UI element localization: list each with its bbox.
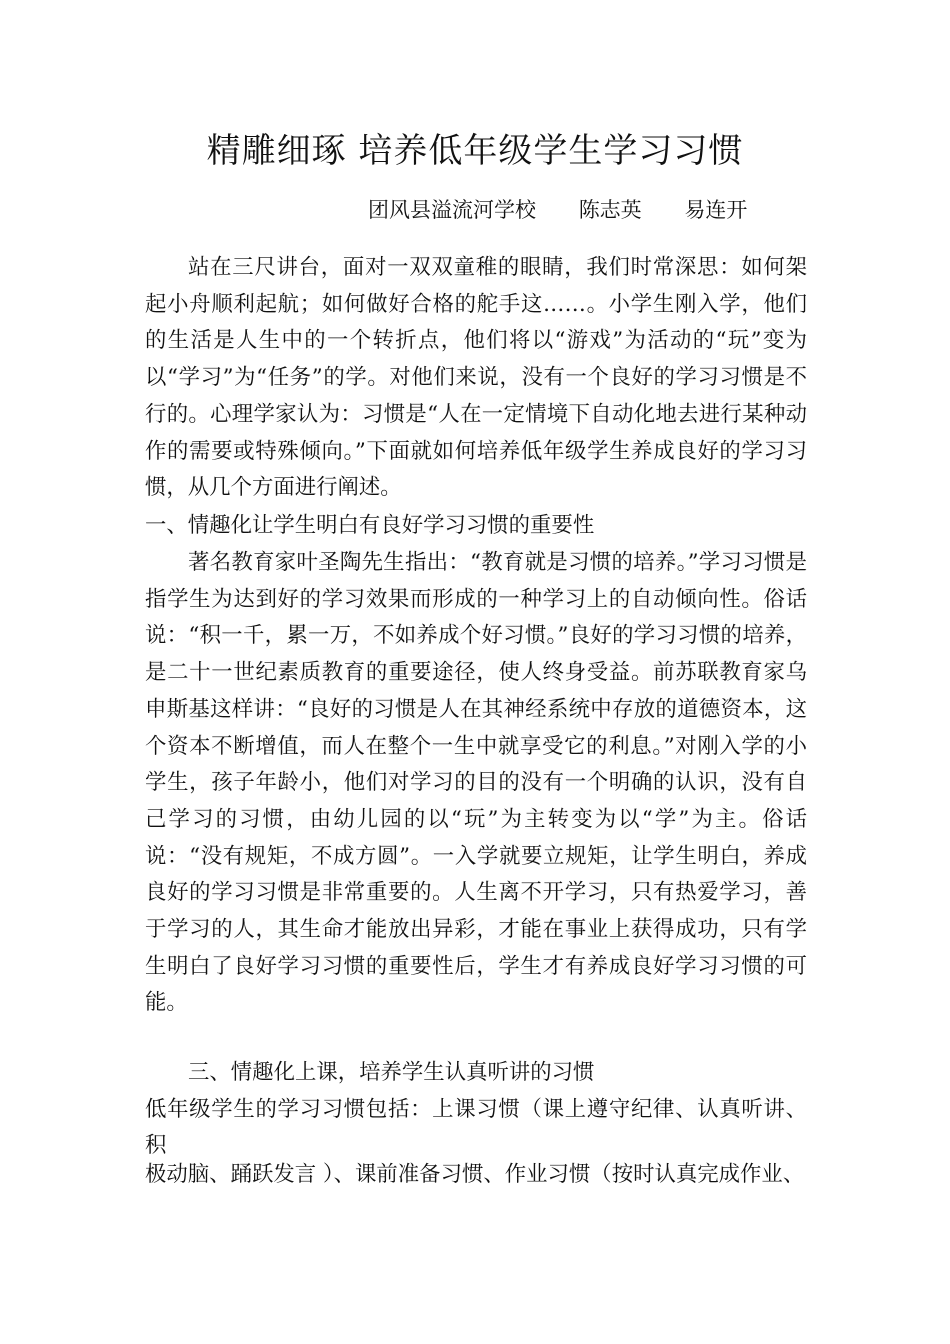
section-1-paragraph: 著名教育家叶圣陶先生指出：“教育就是习惯的培养。”学习习惯是指学生为达到好的学习效果而形成的一种学习上的自动倾向性。俗话说：“积一千，累一万，不如养成个好习惯。”良好的学习习惯的培养，是二十一世纪素质教育的重要途径，使人终身受益。前苏联教育家乌申斯基这样讲：“良好的习惯是人在其神经系统中存放的道德资本，这个资本不断增值，而人在整个一生中就享受它的利息。”对刚入学的小学生，孩子年龄小，他们对学习的目的没有一个明确的认识，没有自己学习的习惯，由幼儿园的以“玩”为主转变为以“学”为主。俗话说：“没有规矩，不成方圆”。一入学就要立规矩，让学生明白，养成良好的学习习惯是非常重要的。人生离不开学习，只有热爱学习，善于学习的人，其生命才能放出异彩，才能在事业上获得成功，只有学生明白了良好学习习惯的重要性后，学生才有养成良好学习习惯的可能。 xyxy=(145,550,807,1016)
byline xyxy=(368,193,747,227)
byline-school: 团风县溢流河学校 xyxy=(368,198,536,222)
section-3-paragraph-line-1: 低年级学生的学习习惯包括：上课习惯（课上遵守纪律、认真听讲、积 xyxy=(145,1097,807,1158)
section-3-paragraph-line-2: 极动脑、踊跃发言 ）、课前准备习惯、作业习惯（按时认真完成作业、 xyxy=(145,1162,805,1187)
section-heading-1: 一、情趣化让学生明白有良好学习习惯的重要性 xyxy=(145,513,595,538)
section-heading-3: 三、情趣化上课，培养学生认真听讲的习惯 xyxy=(188,1060,595,1085)
document-title: 精雕细琢 培养低年级学生学习习惯 xyxy=(206,131,744,171)
byline-author-2: 易连开 xyxy=(684,198,748,222)
intro-paragraph: 站在三尺讲台，面对一双双童稚的眼睛，我们时常深思：如何架起小舟顺利起航；如何做好合格的舵手这……。小学生刚入学，他们的生活是人生中的一个转折点，他们将以“游戏”为活动的“玩”变为以“学习”为“任务”的学。对他们来说，没有一个良好的学习习惯是不行的。心理学家认为：习惯是“人在一定情境下自动化地去进行某种动作的需要或特殊倾向。”下面就如何培养低年级学生养成良好的学习习惯，从几个方面进行阐述。 xyxy=(145,255,807,501)
byline-author-1: 陈志英 xyxy=(578,198,642,222)
